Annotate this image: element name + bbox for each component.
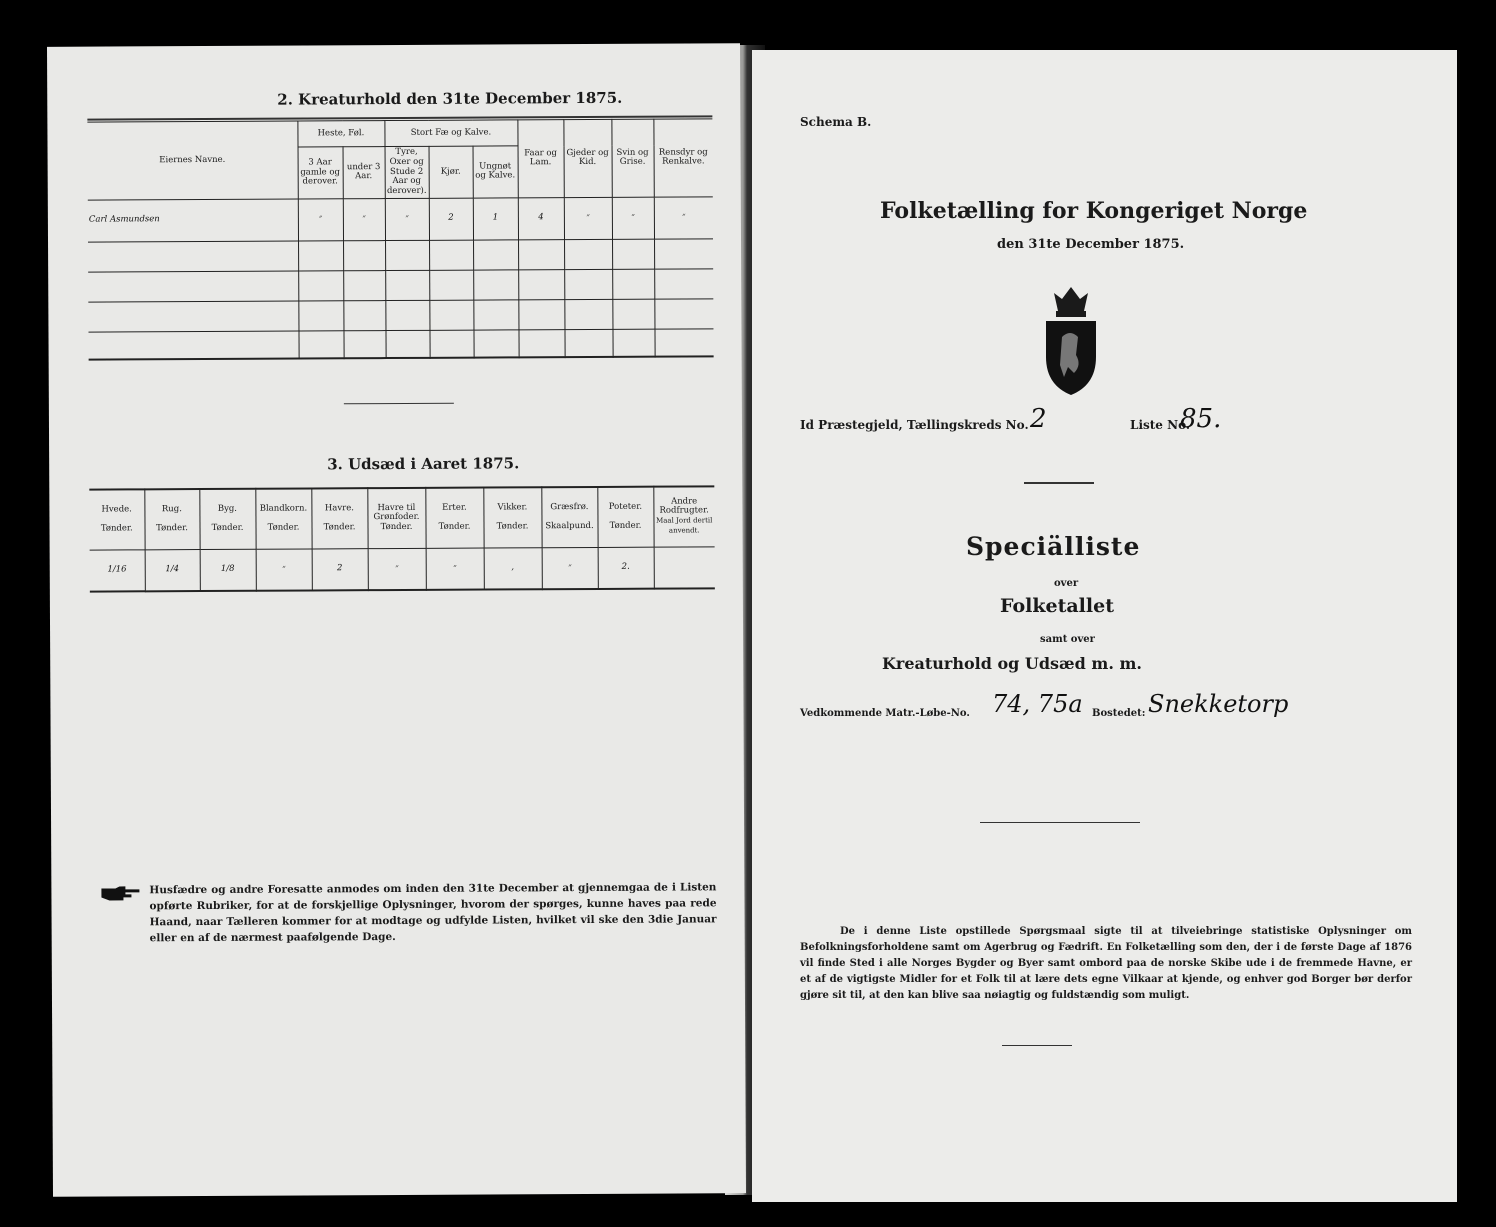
census-title: Folketælling for Kongeriget Norge bbox=[880, 198, 1308, 224]
schema-label: Schema B. bbox=[800, 115, 872, 129]
coat-of-arms-icon bbox=[1040, 285, 1102, 397]
sowing-value: 2 bbox=[312, 548, 368, 590]
special-list-title: Speciälliste bbox=[966, 532, 1141, 561]
list-number: 85. bbox=[1180, 404, 1222, 434]
matr-label: Vedkommende Matr.-Løbe-No. bbox=[800, 708, 970, 719]
cattle-sub2: Kjør. bbox=[429, 146, 473, 198]
footer-note: De i denne Liste opstillede Spørgsmaal sigte til at tilveiebringe statistiske Oplysninger om Befolkningsforholdene samt om Agerbrug og Fædrift. En Folketælling som den, der i de første Dage af 1876 vil finde Sted i alle Norges Bygder og Byer samt ombord paa de norske Skibe ude i de fremmede Havne, er et af de vigtigste Midler for et Folk til at lære dets egne Vilkaar at kjende, og enhver god Borger bør derfor gjøre sit til, at den kan blive saa nøiagtig og fuldstændig som muligt. bbox=[800, 926, 1412, 1001]
table-row bbox=[88, 329, 713, 360]
sowing-header-row bbox=[89, 486, 714, 549]
kreaturhold-text: Kreaturhold og Udsæd m. m. bbox=[882, 654, 1142, 673]
samt-over-text: samt over bbox=[1040, 634, 1095, 645]
value-cell: 1 bbox=[473, 198, 518, 240]
sowing-header: Blandkorn. Tønder. bbox=[255, 488, 311, 548]
sowing-header: Havre. Tønder. bbox=[311, 488, 367, 548]
sowing-header: Vikker. Tønder. bbox=[483, 487, 541, 547]
separator-rule bbox=[1024, 482, 1094, 484]
sowing-header: Byg. Tønder. bbox=[199, 489, 255, 549]
cattle-sub1: Tyre, Oxer og Stude 2 Aar og derover). bbox=[385, 146, 429, 198]
over-text: over bbox=[1054, 578, 1079, 589]
separator-rule bbox=[980, 822, 1140, 823]
sowing-header: Havre til Grønfoder. Tønder. bbox=[367, 488, 425, 548]
value-cell: ״ bbox=[564, 197, 612, 239]
pigs-header: Svin og Grise. bbox=[611, 119, 653, 197]
notice-text: Husfædre og andre Foresatte anmodes om inden den 31te December at gjennemgaa de i Listen opførte Rubriker, for at de forskjellige Oplysninger, hvorom der spørges, kunne haves paa rede Haand, naar Tælleren kommer for at modtage og udfylde Listen, hvilket vil ske den 3die Januar eller en af de nærmest paafølgende Dage. bbox=[149, 881, 717, 945]
separator-rule bbox=[1002, 1045, 1072, 1046]
sowing-header: Erter. Tønder. bbox=[425, 488, 483, 548]
sowing-value: , bbox=[484, 547, 542, 589]
horses-header: Heste, Føl. bbox=[297, 121, 384, 147]
bosted-label: Bostedet: bbox=[1092, 708, 1146, 719]
sowing-value: ״ bbox=[256, 548, 312, 590]
goats-header: Gjeder og Kid. bbox=[563, 119, 611, 197]
left-page bbox=[47, 43, 746, 1197]
value-cell: ״ bbox=[385, 198, 429, 240]
value-cell: ״ bbox=[298, 199, 343, 241]
matr-value: 74, 75a bbox=[992, 690, 1083, 718]
cattle-sub3: Ungnøt og Kalve. bbox=[473, 146, 518, 198]
horses-sub1: 3 Aar gamle og derover. bbox=[298, 147, 343, 199]
sowing-header: Andre Rodfrugter. Maal Jord dertil anvendt. bbox=[653, 486, 714, 546]
table-row bbox=[88, 197, 713, 242]
value-cell: ״ bbox=[654, 197, 713, 239]
table-row bbox=[88, 299, 713, 332]
sowing-value: 1/4 bbox=[145, 549, 200, 591]
cattle-header: Stort Fæ og Kalve. bbox=[384, 120, 517, 147]
horses-sub2: under 3 Aar. bbox=[343, 147, 385, 199]
right-page bbox=[752, 50, 1457, 1202]
reindeer-header: Rensdyr og Renkalve. bbox=[653, 119, 712, 197]
owner-name: Carl Asmundsen bbox=[88, 199, 298, 242]
sowing-value: 1/8 bbox=[200, 549, 256, 591]
bosted-value: Snekketorp bbox=[1148, 690, 1289, 718]
owner-header: Eiernes Navne. bbox=[87, 121, 297, 200]
value-cell: ״ bbox=[612, 197, 654, 239]
value-cell: ״ bbox=[343, 198, 385, 240]
value-cell: 4 bbox=[518, 197, 564, 239]
sowing-header: Rug. Tønder. bbox=[144, 489, 199, 549]
table-row bbox=[88, 269, 713, 302]
sowing-header: Græsfrø. Skaalpund. bbox=[541, 487, 597, 547]
census-date: den 31te December 1875. bbox=[997, 237, 1185, 252]
sowing-title: 3. Udsæd i Aaret 1875. bbox=[327, 454, 520, 474]
district-number: 2 bbox=[1030, 404, 1047, 434]
sowing-value: 1/16 bbox=[90, 549, 145, 591]
sowing-value: ״ bbox=[542, 547, 598, 589]
sowing-value: 2. bbox=[598, 547, 654, 589]
sowing-value bbox=[654, 546, 715, 588]
pointing-hand-icon bbox=[99, 884, 141, 902]
folketallet-text: Folketallet bbox=[1000, 595, 1114, 617]
livestock-title: 2. Kreaturhold den 31te December 1875. bbox=[277, 88, 623, 109]
sheep-header: Faar og Lam. bbox=[517, 120, 563, 198]
sowing-header: Poteter. Tønder. bbox=[597, 487, 653, 547]
sowing-values-row bbox=[90, 546, 715, 591]
value-cell: 2 bbox=[429, 198, 473, 240]
sowing-header: Hvede. Tønder. bbox=[89, 489, 144, 549]
table-row bbox=[88, 239, 713, 272]
sowing-value: ״ bbox=[426, 548, 484, 590]
livestock-table bbox=[87, 118, 713, 361]
list-label: Liste No. bbox=[1130, 418, 1191, 432]
separator-rule bbox=[344, 403, 454, 405]
sowing-table bbox=[89, 485, 715, 592]
sowing-value: ״ bbox=[368, 548, 426, 590]
parish-label: Id Præstegjeld, Tællingskreds No. bbox=[800, 418, 1029, 432]
